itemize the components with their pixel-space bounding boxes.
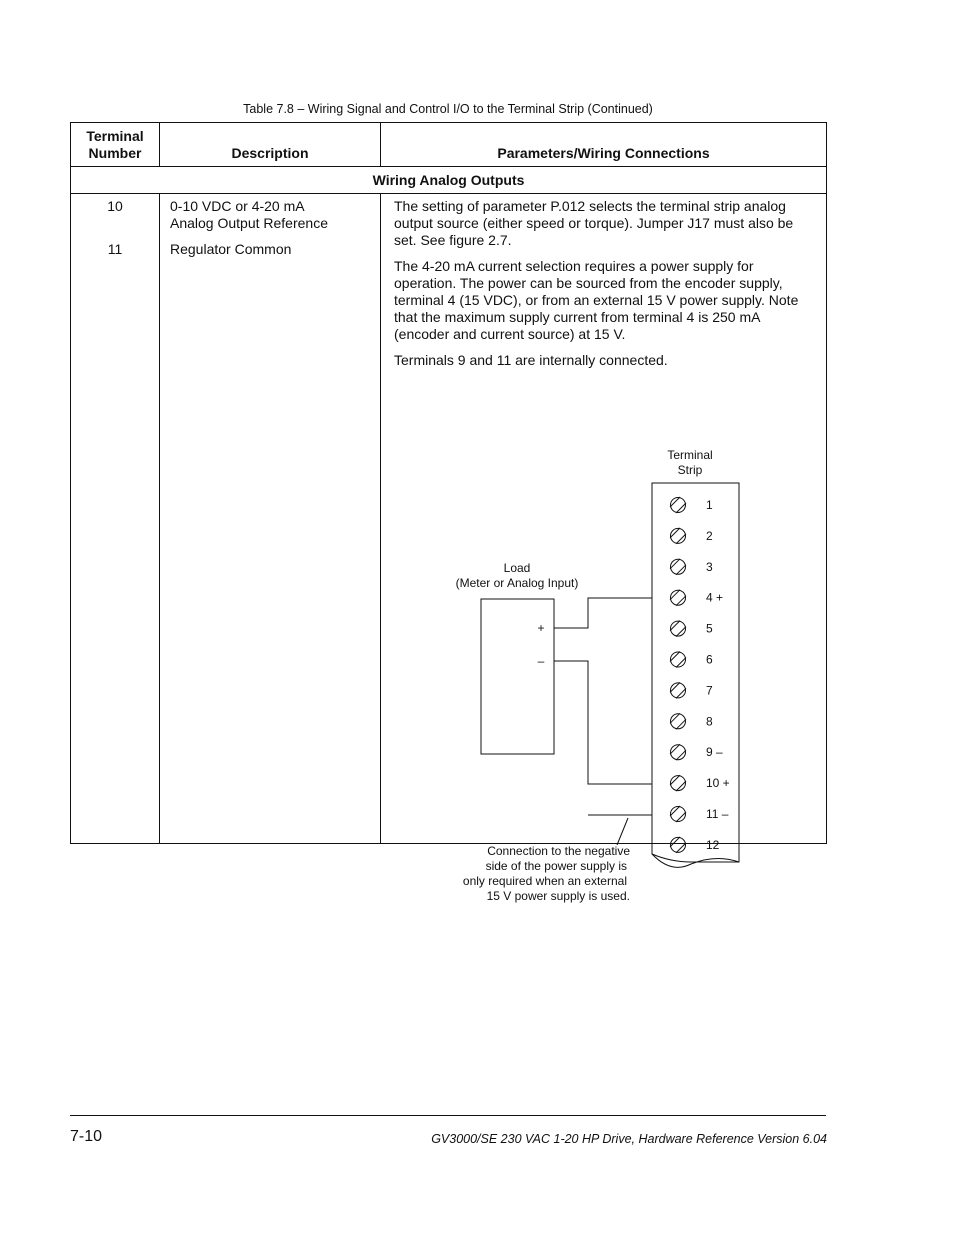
note-line3: only required when an external	[462, 874, 627, 888]
header-parameters: Parameters/Wiring Connections	[381, 123, 827, 167]
terminal-10: 10	[107, 198, 123, 214]
terminal-strip-outline	[652, 483, 739, 862]
header-description: Description	[160, 123, 381, 167]
wiring-table	[70, 122, 827, 903]
section-title: Wiring Analog Outputs	[71, 167, 827, 194]
footer-title: GV3000/SE 230 VAC 1-20 HP Drive, Hardware Reference Version 6.04	[431, 1132, 827, 1146]
strip-label-line1: Terminal	[667, 448, 713, 462]
description-cell	[160, 194, 381, 844]
parameters-cell	[381, 194, 827, 903]
terminal-label: 6	[706, 652, 713, 667]
terminal-9	[670, 744, 723, 760]
strip-label-line2: Strip	[677, 463, 703, 477]
page-number: 7-10	[70, 1128, 103, 1145]
terminal-group	[670, 497, 730, 853]
terminal-screw-icon	[671, 776, 686, 791]
terminal-2	[670, 528, 713, 544]
terminal-label: 2	[706, 528, 713, 543]
terminal-screw-icon	[671, 683, 686, 698]
load-minus-label: –	[537, 654, 545, 668]
terminal-label: 7	[706, 683, 713, 698]
note-leader	[617, 818, 628, 845]
desc-10-line1: 0-10 VDC or 4-20 mA	[170, 198, 305, 214]
header-terminal-line1: Terminal	[86, 128, 144, 144]
terminal-label: 3	[706, 559, 713, 574]
terminal-screw-icon	[671, 837, 686, 852]
terminal-8	[670, 713, 713, 729]
wiring-diagram	[381, 194, 827, 903]
paragraph-parameter-select: The setting of parameter P.012 selects the terminal strip analog output source (either speed or torque). Jumper J17 must also be set. See figure 2.7.	[394, 198, 794, 248]
terminal-screw-icon	[671, 528, 686, 543]
terminal-7	[670, 682, 713, 698]
load-label-line2: (Meter or Analog Input)	[455, 576, 579, 590]
load-plus-label: +	[537, 621, 545, 635]
note-line2: side of the power supply is	[485, 859, 627, 873]
table-caption: Table 7.8 – Wiring Signal and Control I/O to the Terminal Strip (Continued)	[243, 102, 653, 116]
terminal-screw-icon	[671, 652, 686, 667]
desc-11: Regulator Common	[170, 241, 292, 257]
terminal-screw-icon	[671, 714, 686, 729]
footer-rule	[70, 1115, 826, 1116]
desc-10-line2: Analog Output Reference	[170, 215, 328, 231]
note-line1: Connection to the negative	[487, 844, 630, 858]
terminal-3	[670, 559, 713, 575]
terminal-label: 9 –	[706, 745, 723, 760]
terminal-screw-icon	[671, 745, 686, 760]
terminal-screw-icon	[671, 807, 686, 822]
terminal-number-cell	[71, 194, 160, 844]
terminal-label: 5	[706, 621, 713, 636]
load-label-line1: Load	[503, 561, 531, 575]
terminal-label: 10 +	[706, 776, 730, 791]
terminal-11: 11	[107, 241, 123, 257]
header-terminal-line2: Number	[88, 145, 142, 161]
terminal-11	[670, 806, 729, 822]
terminal-strip-torn-edge	[652, 854, 739, 867]
terminal-label: 4 +	[706, 590, 724, 605]
terminal-label: 11 –	[706, 807, 729, 821]
terminal-6	[670, 652, 713, 668]
terminal-screw-icon	[671, 498, 686, 513]
terminal-12	[670, 837, 720, 853]
note-line4: 15 V power supply is used.	[486, 889, 630, 903]
terminal-4	[670, 590, 723, 606]
terminal-5	[670, 621, 713, 637]
terminal-label: 12	[706, 837, 720, 852]
terminal-label: 8	[706, 714, 713, 729]
terminal-screw-icon	[671, 621, 686, 636]
terminal-10	[670, 775, 730, 791]
terminal-1	[670, 497, 713, 513]
paragraph-power-supply: The 4-20 mA current selection requires a power supply for operation. The power can be sourced from the encoder supply, terminal 4 (15 VDC), or from an external 15 V power supply. Note that the maximum supply current from terminal 4 is 250 mA (encoder and current source) at 15 V.	[394, 258, 799, 342]
terminal-screw-icon	[671, 590, 686, 605]
wire-plus	[554, 598, 652, 628]
wire-minus	[554, 661, 652, 784]
terminal-label: 1	[706, 498, 713, 512]
terminal-screw-icon	[671, 559, 686, 574]
header-terminal-number	[71, 123, 160, 167]
paragraph-internal-connection: Terminals 9 and 11 are internally connected.	[394, 352, 668, 368]
